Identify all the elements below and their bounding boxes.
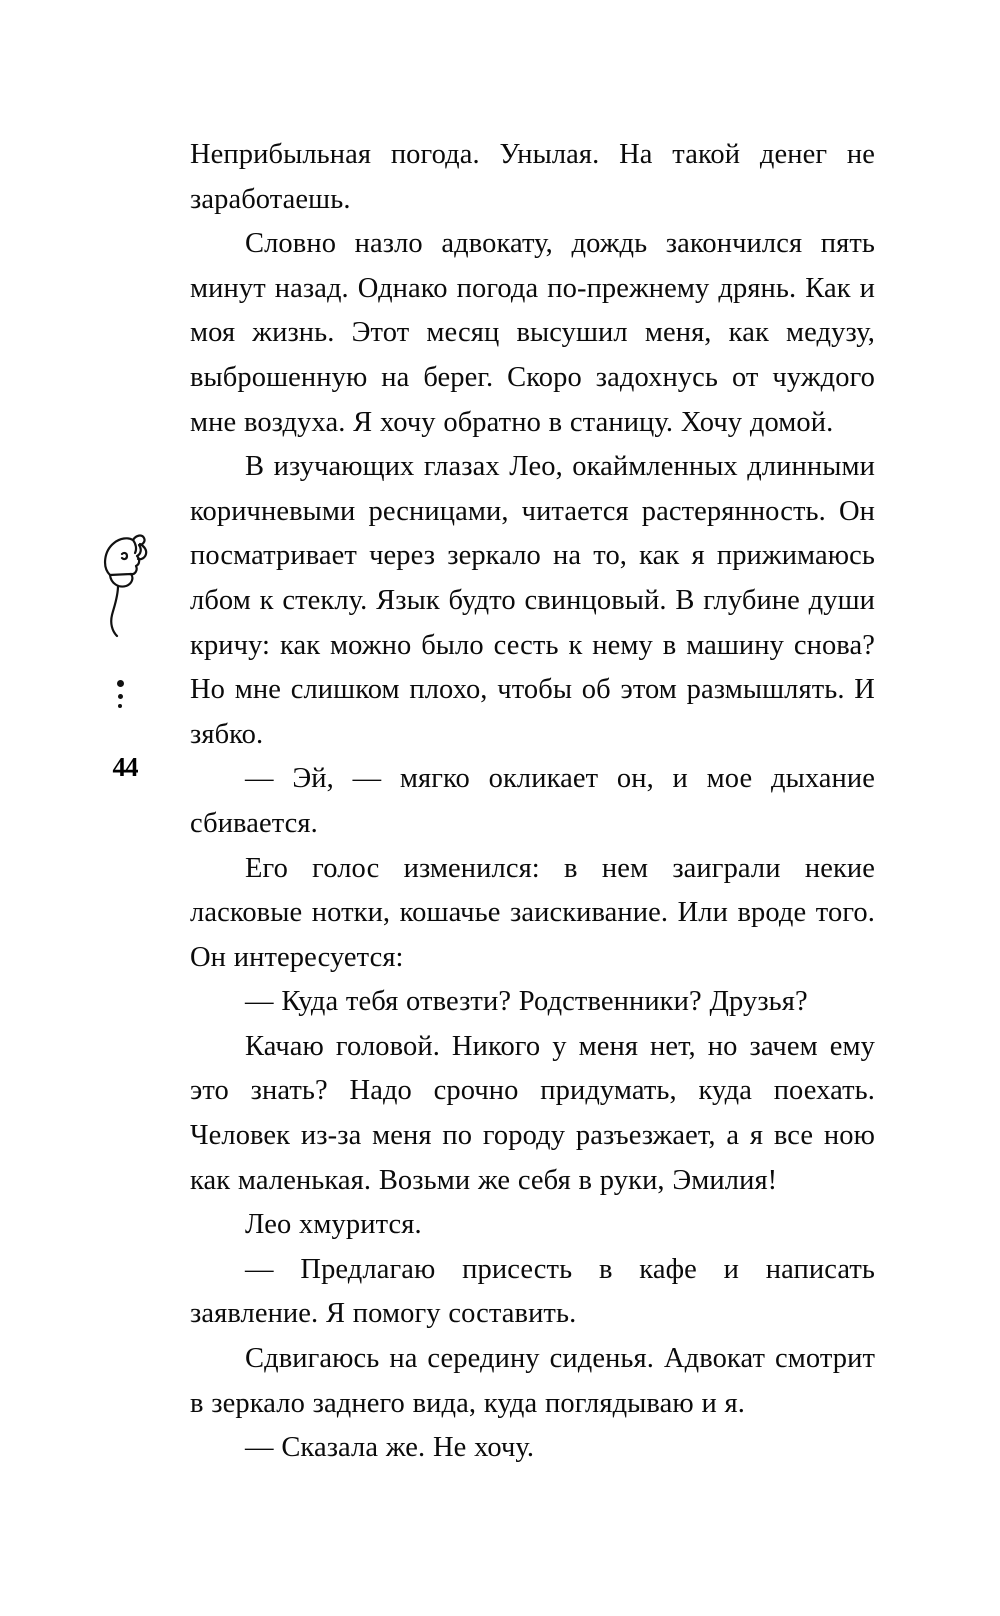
paragraph: — Куда тебя отвезти? Родственники? Друзья? xyxy=(245,986,808,1018)
dot-small xyxy=(118,704,122,708)
paragraph: Словно назло адвокату, дождь закончился пять минут назад. Однако погода по-прежнему дрянь. Как и моя жизнь. Этот месяц высушил меня, как медузу, выброшенную на берег. Скоро задохнусь от чуждого мне воздуха. Я хочу обратно в станицу. Хочу домой. xyxy=(190,228,875,438)
paragraph: Лео хмурится. xyxy=(245,1209,422,1241)
dot-medium xyxy=(118,694,123,699)
page-number: 44 xyxy=(112,752,138,782)
paragraph: Его голос изменился: в нем заиграли некие ласковые нотки, кошачье заискивание. Или вроде того. Он интересуется: xyxy=(190,852,875,973)
paragraph: — Предлагаю присесть в кафе и написать заявление. Я помогу составить. xyxy=(190,1253,875,1330)
paragraph: Качаю головой. Никого у меня нет, но зачем ему это знать? Надо срочно придумать, куда поехать. Человек из-за меня по городу разъезжает, а я все ною как маленькая. Возьми же себя в руки, Эмилия! xyxy=(190,1030,875,1196)
dot-large xyxy=(117,680,124,687)
body-text-column xyxy=(190,133,875,1471)
margin-dot-ornament xyxy=(112,680,128,716)
paragraph: — Эй, — мягко окликает он, и мое дыхание сбивается. xyxy=(190,763,875,839)
face-profile-doodle-icon xyxy=(88,515,168,645)
paragraph: В изучающих глазах Лео, окаймленных длинными коричневыми ресницами, читается растерянность. Он посматривает через зеркало на то, как я прижимаюсь лбом к стеклу. Язык будто свинцовый. В глубине души кричу: как можно было сесть к нему в машину снова? Но мне слишком плохо, чтобы об этом размышлять. И зябко. xyxy=(190,451,875,750)
paragraph: — Сказала же. Не хочу. xyxy=(245,1432,535,1464)
paragraph: Неприбыльная погода. Унылая. На такой денег не заработаешь. xyxy=(190,139,875,215)
paragraph: Сдвигаюсь на середину сиденья. Адвокат смотрит в зеркало заднего вида, куда поглядываю и я. xyxy=(190,1343,875,1419)
